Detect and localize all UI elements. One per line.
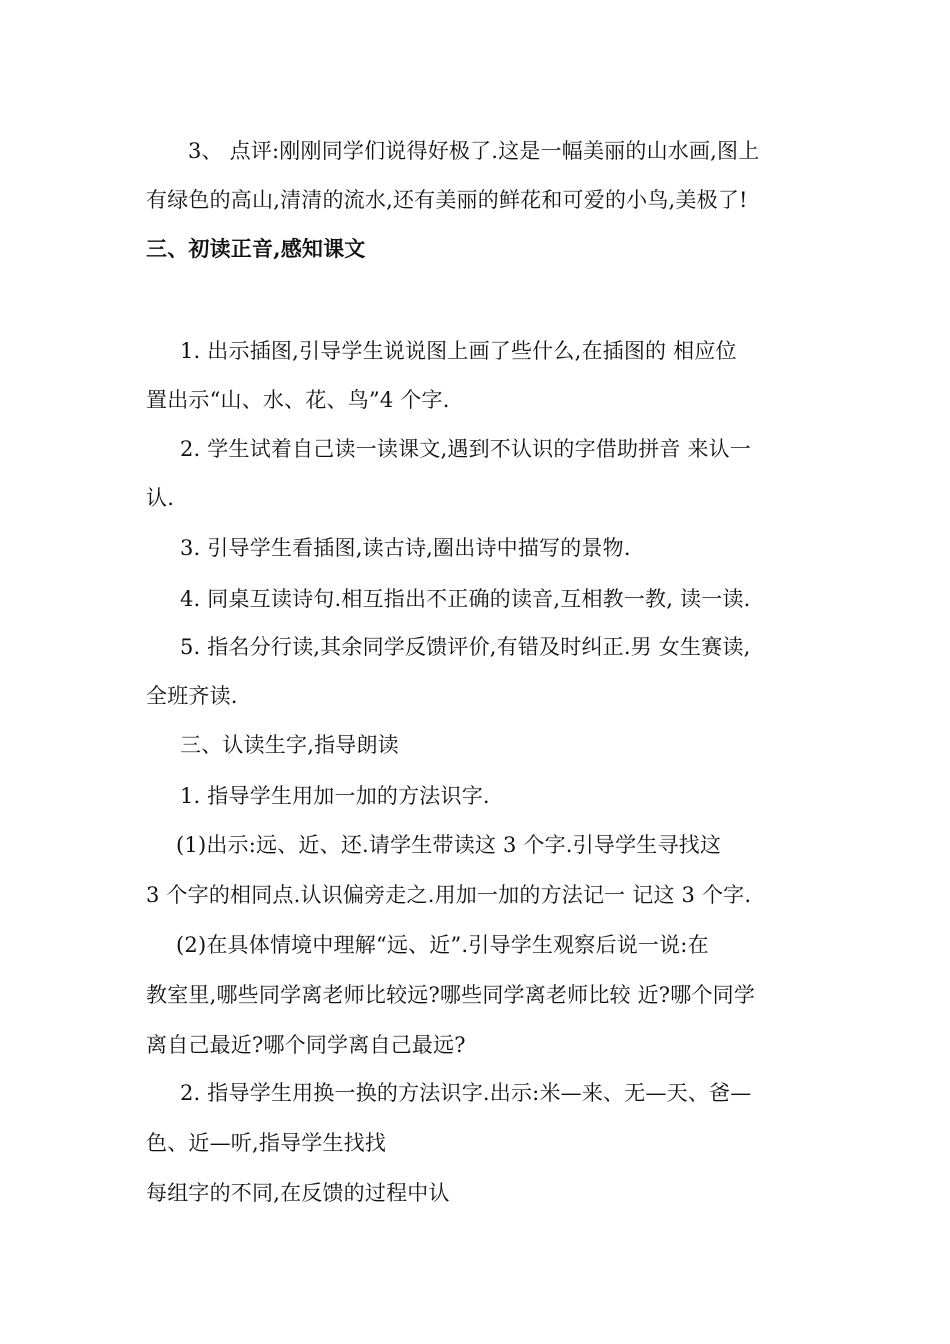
char-step-2-line-3: 每组字的不同,在反馈的过程中认	[146, 1181, 450, 1205]
step-4-line-1: 4. 同桌互读诗句.相互指出不正确的读音,互相教一教, 读一读.	[180, 587, 751, 611]
step-1-line-1: 1. 出示插图,引导学生说说图上画了些什么,在插图的 相应位	[180, 339, 737, 363]
char-step-2-line-1: 2. 指导学生用换一换的方法识字.出示:米—来、无—天、爸—	[180, 1081, 752, 1105]
char-sub-2-line-1: (2)在具体情境中理解“远、近”.引导学生观察后说一说:在	[176, 933, 709, 957]
char-sub-2-line-2: 教室里,哪些同学离老师比较远?哪些同学离老师比较 近?哪个同学	[146, 983, 756, 1007]
para-3-review-line-1: 3、 点评:刚刚同学们说得好极了.这是一幅美丽的山水画,图上	[188, 139, 760, 163]
step-5-line-2: 全班齐读.	[146, 684, 238, 708]
char-sub-1-line-1: (1)出示:远、近、还.请学生带读这 3 个字.引导学生寻找这	[176, 833, 722, 857]
char-sub-1-line-2: 3 个字的相同点.认识偏旁走之.用加一加的方法记一 记这 3 个字.	[146, 883, 752, 907]
step-3-line-1: 3. 引导学生看插图,读古诗,圈出诗中描写的景物.	[180, 536, 631, 560]
step-2-line-1: 2. 学生试着自己读一读课文,遇到不认识的字借助拼音 来认一	[180, 437, 752, 461]
char-sub-2-line-3: 离自己最近?哪个同学离自己最远?	[146, 1033, 466, 1057]
char-step-2-line-2: 色、近—听,指导学生找找	[146, 1131, 387, 1155]
char-step-1-line-1: 1. 指导学生用加一加的方法识字.	[180, 784, 490, 808]
step-2-line-2: 认.	[146, 486, 175, 510]
step-1-line-2: 置出示“山、水、花、鸟”4 个字.	[146, 388, 450, 412]
section-heading-reading: 三、初读正音,感知课文	[146, 236, 366, 261]
step-5-line-1: 5. 指名分行读,其余同学反馈评价,有错及时纠正.男 女生赛读,	[180, 635, 751, 659]
para-3-review-line-2: 有绿色的高山,清清的流水,还有美丽的鲜花和可爱的小鸟,美极了!	[146, 188, 748, 212]
section-heading-characters: 三、认读生字,指导朗读	[180, 733, 399, 757]
